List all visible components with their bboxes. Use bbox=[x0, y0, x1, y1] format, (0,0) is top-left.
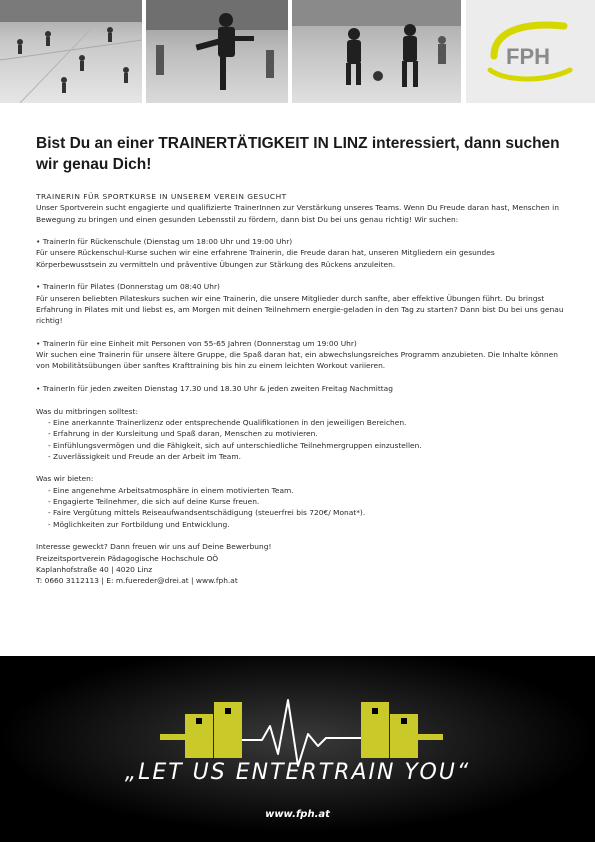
list-item: - Engagierte Teilnehmer, die sich auf deine Kurse freuen. bbox=[48, 497, 260, 507]
position-title-seniors: • TrainerIn für eine Einheit mit Personen von 55-65 Jahren (Donnerstag um 19:00 Uhr) bbox=[36, 338, 357, 348]
list-item: - Eine angenehme Arbeitsatmosphäre in einem motivierten Team. bbox=[48, 485, 294, 495]
requirements-title: Was du mitbringen solltest: bbox=[36, 406, 138, 416]
contact-cta: Interesse geweckt? Dann freuen wir uns auf Deine Bewerbung! bbox=[36, 542, 272, 552]
list-item: - Zuverlässigkeit und Freude an der Arbeit im Team. bbox=[48, 451, 241, 461]
page-headline: Bist Du an einer TRAINERTÄTIGKEIT IN LINZ interessiert, dann suchen wir genau Dich! bbox=[36, 135, 560, 173]
list-item: - Möglichkeiten zur Fortbildung und Entwicklung. bbox=[48, 519, 230, 529]
position-title-rueckenschule: • TrainerIn für Rückenschule (Dienstag um 18:00 Uhr und 19:00 Uhr) bbox=[36, 237, 293, 247]
position-title-biweekly: • TrainerIn für jeden zweiten Dienstag 17.30 und 18.30 Uhr & jeden zweiten Freitag Nachmittag bbox=[36, 384, 393, 394]
gym-photo-1 bbox=[0, 0, 142, 103]
list-item: - Einfühlungsvermögen und die Fähigkeit, sich auf unterschiedliche Teilnehmergruppen einzustellen. bbox=[48, 440, 422, 450]
section-subheading: TRAINERIN FÜR SPORTKURSE IN UNSEREM VEREIN GESUCHT bbox=[36, 192, 287, 201]
fph-logo bbox=[466, 0, 595, 103]
gym-photo-3 bbox=[292, 0, 461, 103]
contact-organization: Freizeitsportverein Pädagogische Hochschule OÖ bbox=[36, 553, 219, 563]
list-item: - Faire Vergütung mittels Reiseaufwandsentschädigung (steuerfrei bis 720€/ Monat*). bbox=[48, 508, 366, 518]
gym-photo-2 bbox=[146, 0, 288, 103]
position-title-pilates: • TrainerIn für Pilates (Donnerstag um 08:40 Uhr) bbox=[36, 282, 220, 292]
footer-slogan: „LET US ENTERTRAIN YOU“ bbox=[124, 760, 471, 785]
job-posting-body bbox=[36, 191, 566, 586]
position-text-seniors: Wir suchen eine Trainerin für unsere ältere Gruppe, die Spaß daran hat, ein abwechslungsreiches Programm anzubieten. Die Inhalte können von Mobilitätsübungen über sanftes Krafttraining bis hin zu einem leichten Workout variieren. bbox=[36, 350, 558, 371]
list-item: - Erfahrung in der Kursleitung und Spaß daran, Menschen zu motivieren. bbox=[48, 429, 318, 439]
contact-phone-email[interactable]: T: 0660 3112113 | E: m.fuereder@drei.at | www.fph.at bbox=[36, 576, 238, 586]
footer-url[interactable]: www.fph.at bbox=[265, 809, 330, 820]
requirements-list bbox=[36, 417, 566, 462]
header-photo-strip bbox=[0, 0, 595, 103]
list-item: - Eine anerkannte Trainerlizenz oder entsprechende Qualifikationen in den jeweiligen Bereichen. bbox=[48, 417, 407, 427]
position-text-rueckenschule: Für unsere Rückenschul-Kurse suchen wir eine erfahrene Trainerin, die Freude daran hat, unseren Mitgliedern ein gesundes Körperbewusstsein zu vermitteln und präventive Übungen zur Stärkung des Rückens anzuleiten. bbox=[36, 248, 495, 269]
offer-title: Was wir bieten: bbox=[36, 474, 94, 484]
position-text-pilates: Für unseren beliebten Pilateskurs suchen wir eine Trainerin, die unsere Mitglieder durch sanfte, aber effektive Übungen führt. Du bringst Erfahrung in Pilates mit und liebst es, am Morgen mit deinen Teilnehmern energie-geladen in den Tag zu starten? Dann bist Du bei uns genau richtig! bbox=[36, 293, 564, 326]
intro-paragraph: Unser Sportverein sucht engagierte und qualifizierte TrainerInnen zur Verstärkung unseres Teams. Wenn Du Freude daran hast, Menschen in Bewegung zu bringen und einen gesunden Lebensstil zu fördern, dann bist Du bei uns genau richtig! Wir suchen: bbox=[36, 203, 559, 224]
offer-list bbox=[36, 485, 566, 530]
logo-text: FPH bbox=[506, 44, 550, 69]
footer-banner bbox=[0, 656, 595, 842]
contact-address: Kaplanhofstraße 40 | 4020 Linz bbox=[36, 564, 153, 574]
